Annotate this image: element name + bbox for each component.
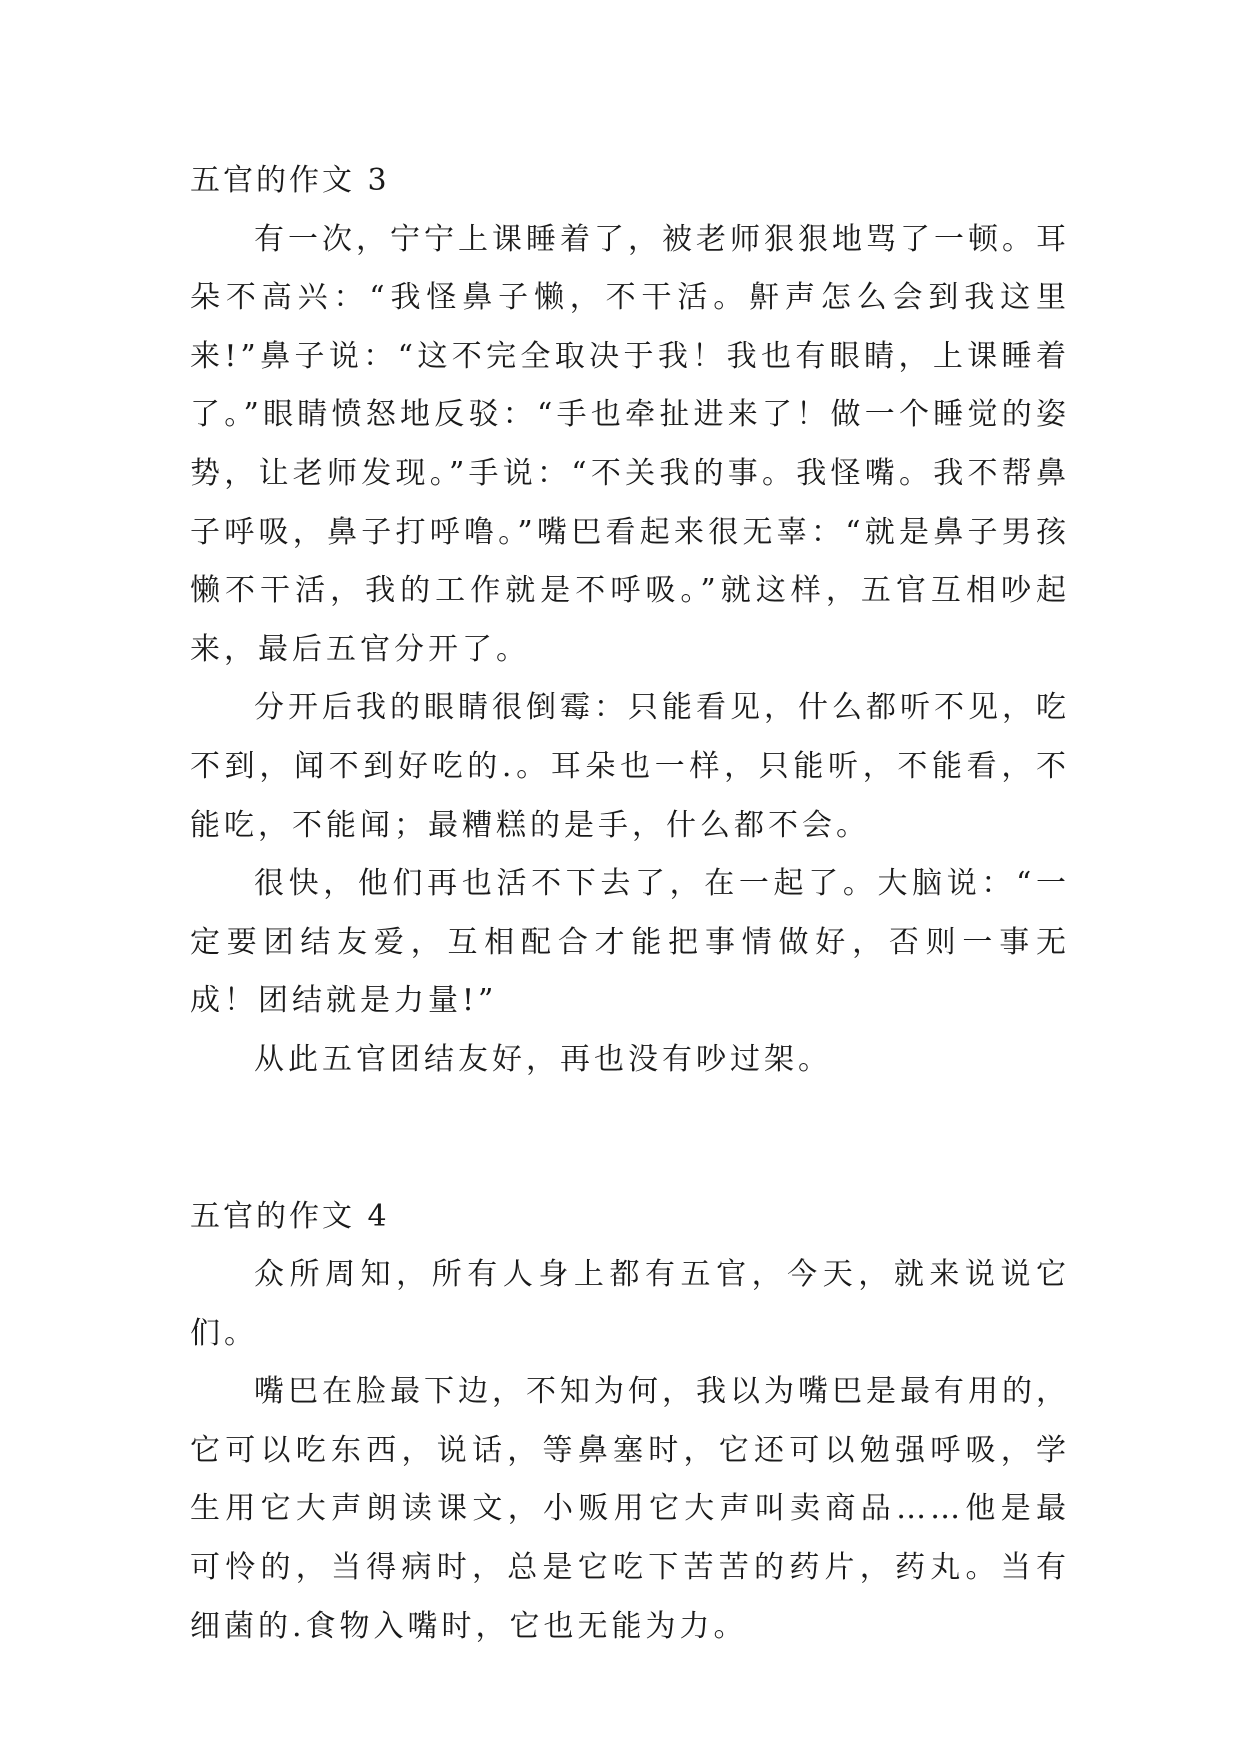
essay-4-paragraph-1: 众所周知，所有人身上都有五官，今天，就来说说它们。 — [190, 1257, 1070, 1351]
document-body — [190, 152, 1070, 1656]
essay-title-3: 五官的作文 3 — [190, 163, 390, 198]
essay-3-paragraph-4: 从此五官团结友好，再也没有吵过架。 — [254, 1041, 832, 1077]
essay-3-paragraph-1: 有一次，宁宁上课睡着了，被老师狠狠地骂了一顿。耳朵不高兴：“我怪鼻子懒，不干活。鼾声怎么会到我这里来!”鼻子说：“这不完全取决于我！我也有眼睛，上课睡着了。”眼睛愤怒地反驳：“手也牵扯进来了！做一个睡觉的姿势，让老师发现。”手说：“不关我的事。我怪嘴。我不帮鼻子呼吸，鼻子打呼噜。”嘴巴看起来很无辜：“就是鼻子男孩懒不干活，我的工作就是不呼吸。”就这样，五官互相吵起来，最后五官分开了。 — [190, 221, 1070, 667]
essay-3-paragraph-3: 很快，他们再也活不下去了，在一起了。大脑说：“一定要团结友爱，互相配合才能把事情做好，否则一事无成！团结就是力量!” — [190, 866, 1070, 1019]
essay-title-4: 五官的作文 4 — [190, 1198, 390, 1234]
essay-3-paragraph-2: 分开后我的眼睛很倒霉：只能看见，什么都听不见，吃不到，闻不到好吃的.。耳朵也一样，只能听，不能看，不能吃，不能闻；最糟糕的是手，什么都不会。 — [190, 690, 1070, 843]
section-spacer — [190, 1090, 1070, 1188]
essay-4-paragraph-2: 嘴巴在脸最下边，不知为何，我以为嘴巴是最有用的，它可以吃东西，说话，等鼻塞时，它还可以勉强呼吸，学生用它大声朗读课文，小贩用它大声叫卖商品……他是最可怜的，当得病时，总是它吃下苦苦的药片，药丸。当有细菌的.食物入嘴时，它也无能为力。 — [190, 1374, 1070, 1644]
